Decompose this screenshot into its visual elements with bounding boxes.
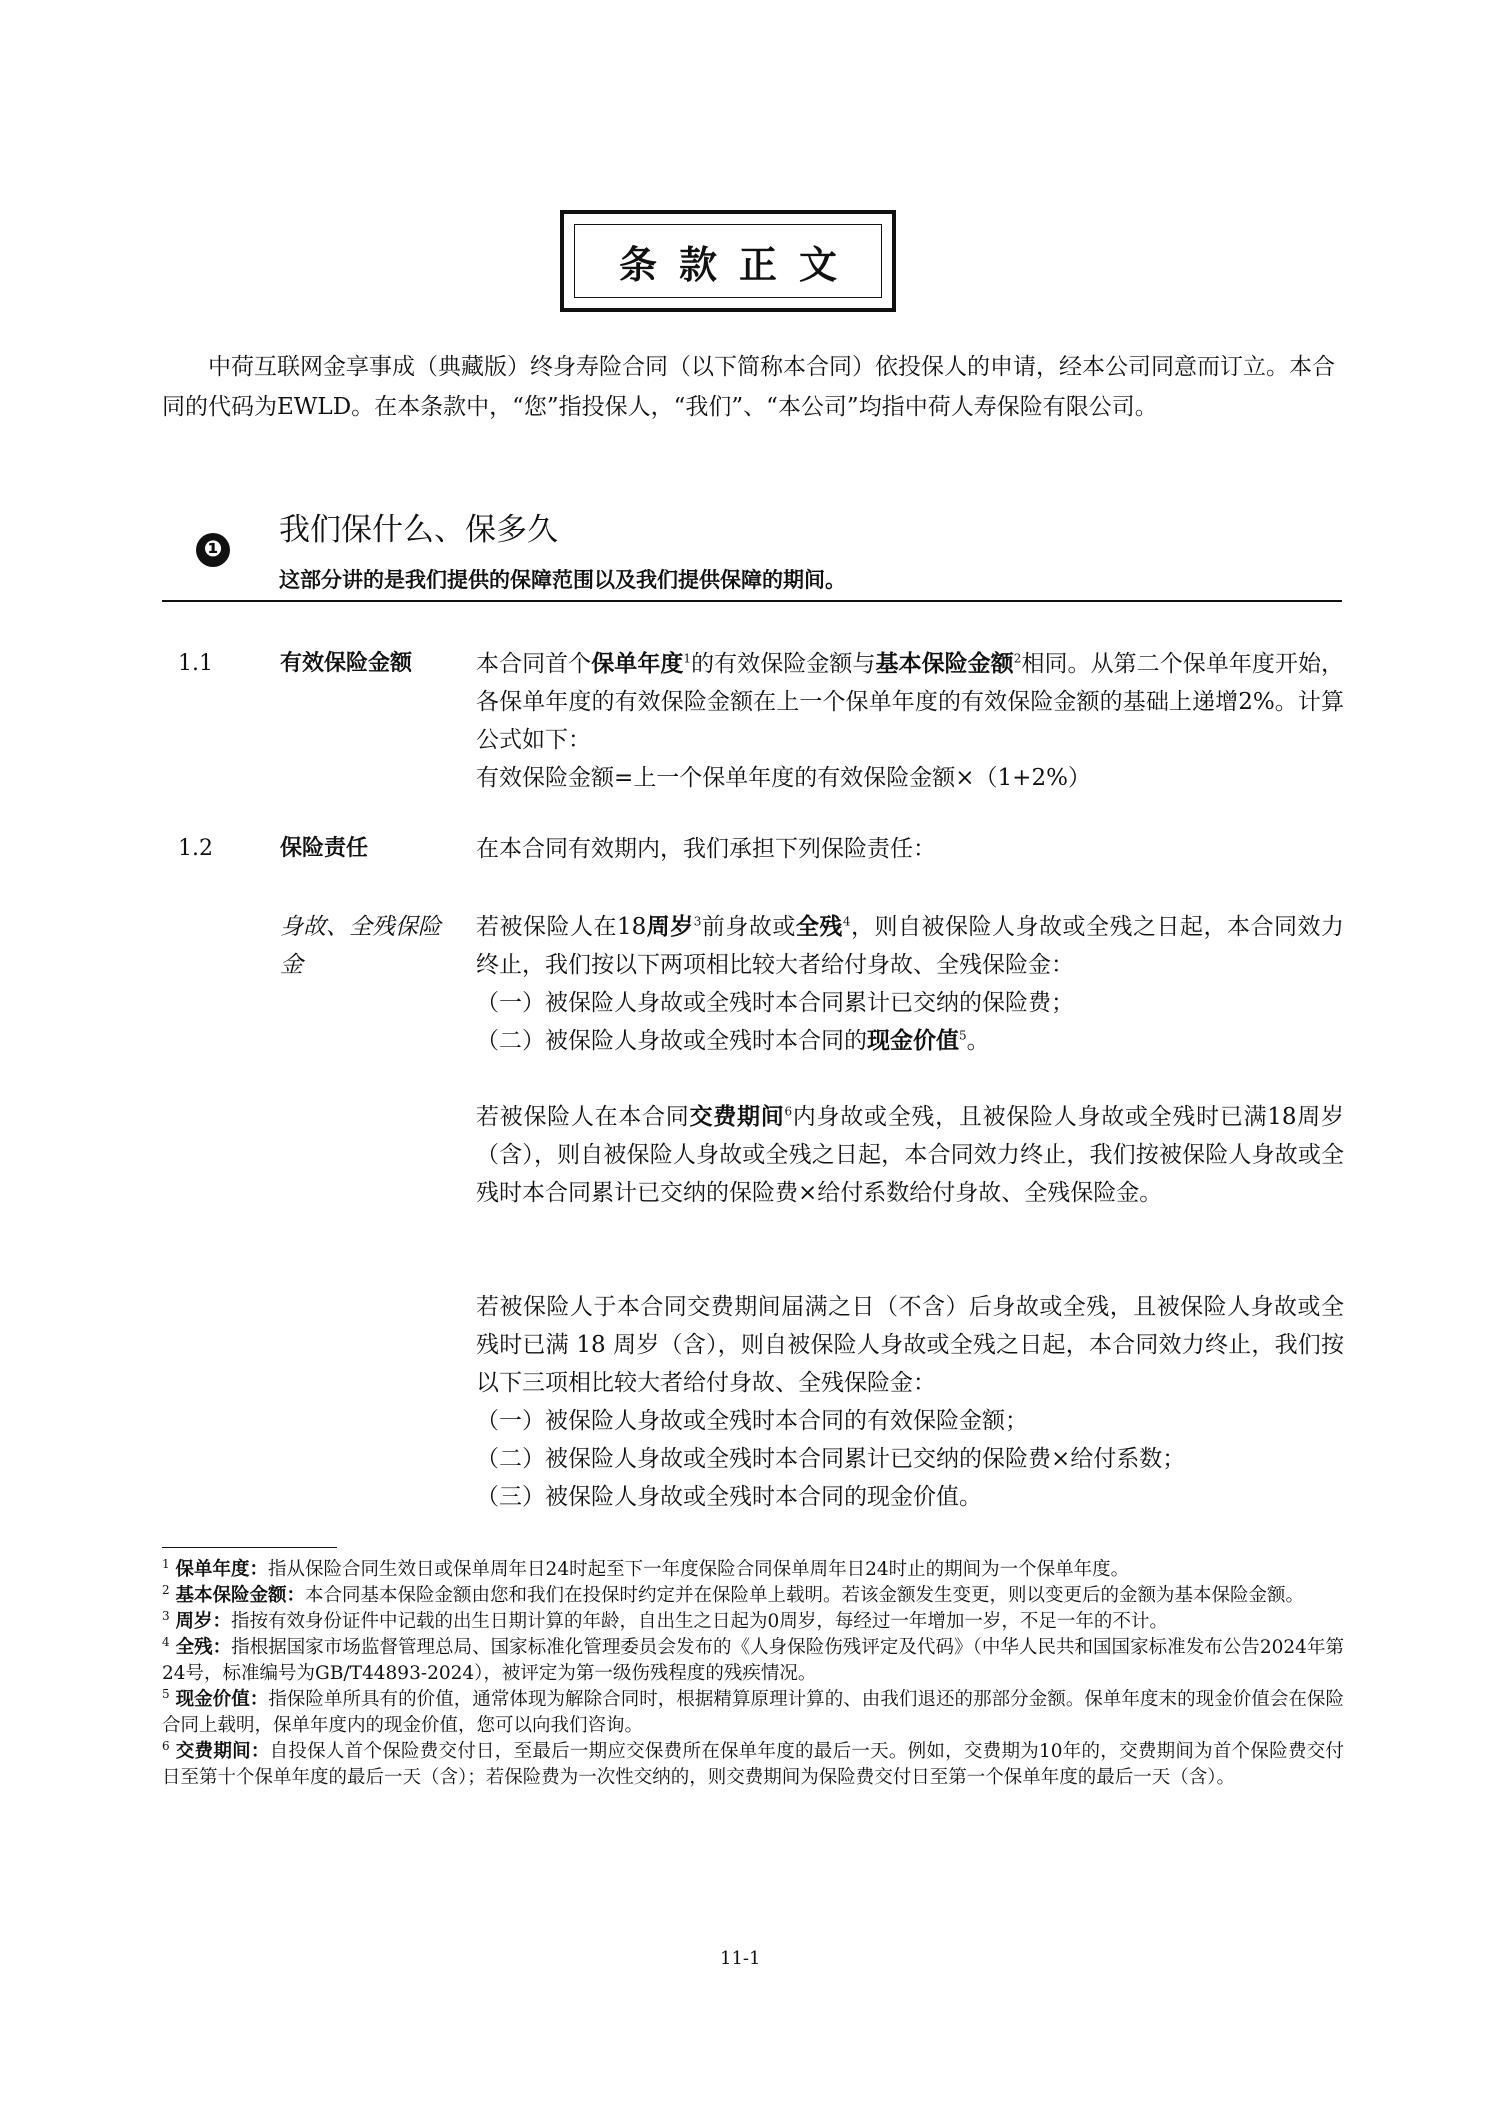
text-run: 的有效保险金额与 xyxy=(691,651,876,677)
footnote xyxy=(162,1609,1344,1635)
footnotes xyxy=(162,1557,1344,1791)
footnote-text: 指根据国家市场监督管理总局、国家标准化管理委员会发布的《人身保险伤残评定及代码》（中华人民共和国国家标准发布公告2024年第24号，标准编号为GB/T44893-2024），被评定为第一级伤残程度的残疾情况。 xyxy=(162,1637,1344,1684)
list-item: （二）被保险人身故或全残时本合同累计已交纳的保险费×给付系数； xyxy=(476,1446,1186,1472)
clause-1-1-label: 有效保险金额 xyxy=(280,651,413,676)
text-run: ，则自被保险人身故或全残之日起，本合同效力终止，我们按以下两项相比较大者给付身故、全残保险金： xyxy=(476,914,1345,978)
defined-term: 保单年度 xyxy=(591,651,684,677)
footnote-text: 指保险单所具有的价值，通常体现为解除合同时，根据精算原理计算的、由我们退还的那部分金额。保单年度末的现金价值会在保险合同上载明，保单年度内的现金价值，您可以向我们咨询。 xyxy=(162,1689,1344,1736)
clause-1-1-formula: 有效保险金额=上一个保单年度的有效保险金额×（1+2%） xyxy=(476,765,1091,791)
clause-1-2-label: 保险责任 xyxy=(280,836,369,861)
clause-1-2-para-2 xyxy=(476,1098,1344,1212)
defined-term: 周岁 xyxy=(646,914,694,940)
text-run: 相同。从第二个保单年度开始，各保单年度的有效保险金额在上一个保单年度的有效保险金额的基础上递增2%。计算公式如下： xyxy=(476,651,1345,753)
clause-1-2-sub-label: 身故、全残保险金 xyxy=(280,914,441,978)
footnote-divider xyxy=(162,1547,337,1548)
footnote-ref: 1 xyxy=(683,651,692,666)
clause-1-1-body xyxy=(476,645,1344,797)
text-run: （二）被保险人身故或全残时本合同的 xyxy=(476,1028,867,1054)
section-divider xyxy=(162,600,1342,602)
defined-term: 全残 xyxy=(795,914,843,940)
footnote-ref: 5 xyxy=(959,1028,967,1043)
footnote-ref: 3 xyxy=(693,914,702,929)
footnote-number: 2 xyxy=(162,1582,170,1597)
section-title: 我们保什么、保多久 xyxy=(279,512,558,548)
footnote-ref: 2 xyxy=(1013,651,1022,666)
clause-1-2-para-3 xyxy=(476,1288,1344,1516)
section-subtitle: 这部分讲的是我们提供的保障范围以及我们提供保障的期间。 xyxy=(279,568,846,592)
text-run: 若被保险人在本合同 xyxy=(476,1104,690,1130)
footnote-number: 6 xyxy=(162,1738,170,1753)
footnote-term: 现金价值： xyxy=(175,1689,269,1710)
paragraph xyxy=(476,908,1344,984)
footnote-text: 自投保人首个保险费交付日，至最后一期应交保费所在保单年度的最后一天。例如，交费期为10年的，交费期间为首个保险费交付日至第十个保单年度的最后一天（含）；若保险费为一次性交纳的，则交费期间为保险费交付日至第一个保单年度的最后一天（含）。 xyxy=(162,1741,1344,1788)
text-run: 。 xyxy=(966,1028,990,1054)
footnote xyxy=(162,1635,1344,1687)
text-run: 本合同首个 xyxy=(476,651,592,677)
page-title: 条款正文 xyxy=(574,224,882,298)
defined-term: 基本保险金额 xyxy=(875,651,1014,677)
footnote xyxy=(162,1687,1344,1739)
clause-1-1-paragraph xyxy=(476,645,1344,759)
footnote-term: 基本保险金额： xyxy=(175,1585,306,1606)
paragraph xyxy=(476,1098,1344,1212)
defined-term: 现金价值 xyxy=(867,1028,959,1054)
text-run: 内身故或全残，且被保险人身故或全残时已满18周岁（含），则自被保险人身故或全残之日起，本合同效力终止，我们按被保险人身故或全残时本合同累计已交纳的保险费×给付系数给付身故、全残保险金。 xyxy=(476,1104,1345,1206)
footnote-term: 交费期间： xyxy=(175,1741,270,1762)
list-item: （一）被保险人身故或全残时本合同累计已交纳的保险费； xyxy=(476,990,1074,1016)
footnote xyxy=(162,1557,1344,1583)
footnote xyxy=(162,1739,1344,1791)
page-number: 11-1 xyxy=(720,1948,761,1969)
defined-term: 交费期间 xyxy=(689,1104,785,1130)
clause-1-2-intro: 在本合同有效期内，我们承担下列保险责任： xyxy=(476,836,936,862)
title-box xyxy=(560,210,896,312)
list-item: （三）被保险人身故或全残时本合同的现金价值。 xyxy=(476,1484,982,1510)
footnote-number: 5 xyxy=(162,1686,170,1701)
clause-1-2-para-1 xyxy=(476,908,1344,1060)
intro-paragraph: 中荷互联网金享事成（典藏版）终身寿险合同（以下简称本合同）依投保人的申请，经本公司同意而订立。本合同的代码为EWLD。在本条款中，“您”指投保人，“我们”、“本公司”均指中荷人寿保险有限公司。 xyxy=(162,354,1335,420)
section-number-icon: ❶ xyxy=(196,533,230,567)
list-item xyxy=(476,1022,1344,1060)
footnote-number: 1 xyxy=(162,1556,170,1571)
footnote xyxy=(162,1583,1344,1609)
paragraph: 若被保险人于本合同交费期间届满之日（不含）后身故或全残，且被保险人身故或全残时已满 18 周岁（含），则自被保险人身故或全残之日起，本合同效力终止，我们按以下三项相比较大者给付身故、全残保险金： xyxy=(476,1294,1344,1396)
footnote-number: 4 xyxy=(162,1634,170,1649)
list-item: （一）被保险人身故或全残时本合同的有效保险金额； xyxy=(476,1408,1028,1434)
footnote-term: 全残： xyxy=(175,1637,232,1658)
footnote-text: 本合同基本保险金额由您和我们在投保时约定并在保险单上载明。若该金额发生变更，则以变更后的金额为基本保险金额。 xyxy=(305,1585,1305,1606)
text-run: 若被保险人在18 xyxy=(476,914,647,940)
footnote-number: 3 xyxy=(162,1608,170,1623)
clause-1-2-number: 1.2 xyxy=(178,836,213,861)
footnote-term: 保单年度： xyxy=(175,1559,269,1580)
clause-1-1-number: 1.1 xyxy=(178,651,213,676)
footnote-text: 指按有效身份证件中记载的出生日期计算的年龄，自出生之日起为0周岁，每经过一年增加一岁，不足一年的不计。 xyxy=(231,1611,1168,1632)
footnote-ref: 4 xyxy=(842,914,851,929)
footnote-ref: 6 xyxy=(784,1104,793,1119)
footnote-term: 周岁： xyxy=(175,1611,232,1632)
text-run: 前身故或 xyxy=(701,914,796,940)
footnote-text: 指从保险合同生效日或保单周年日24时起至下一年度保险合同保单周年日24时止的期间为一个保单年度。 xyxy=(268,1559,1130,1580)
